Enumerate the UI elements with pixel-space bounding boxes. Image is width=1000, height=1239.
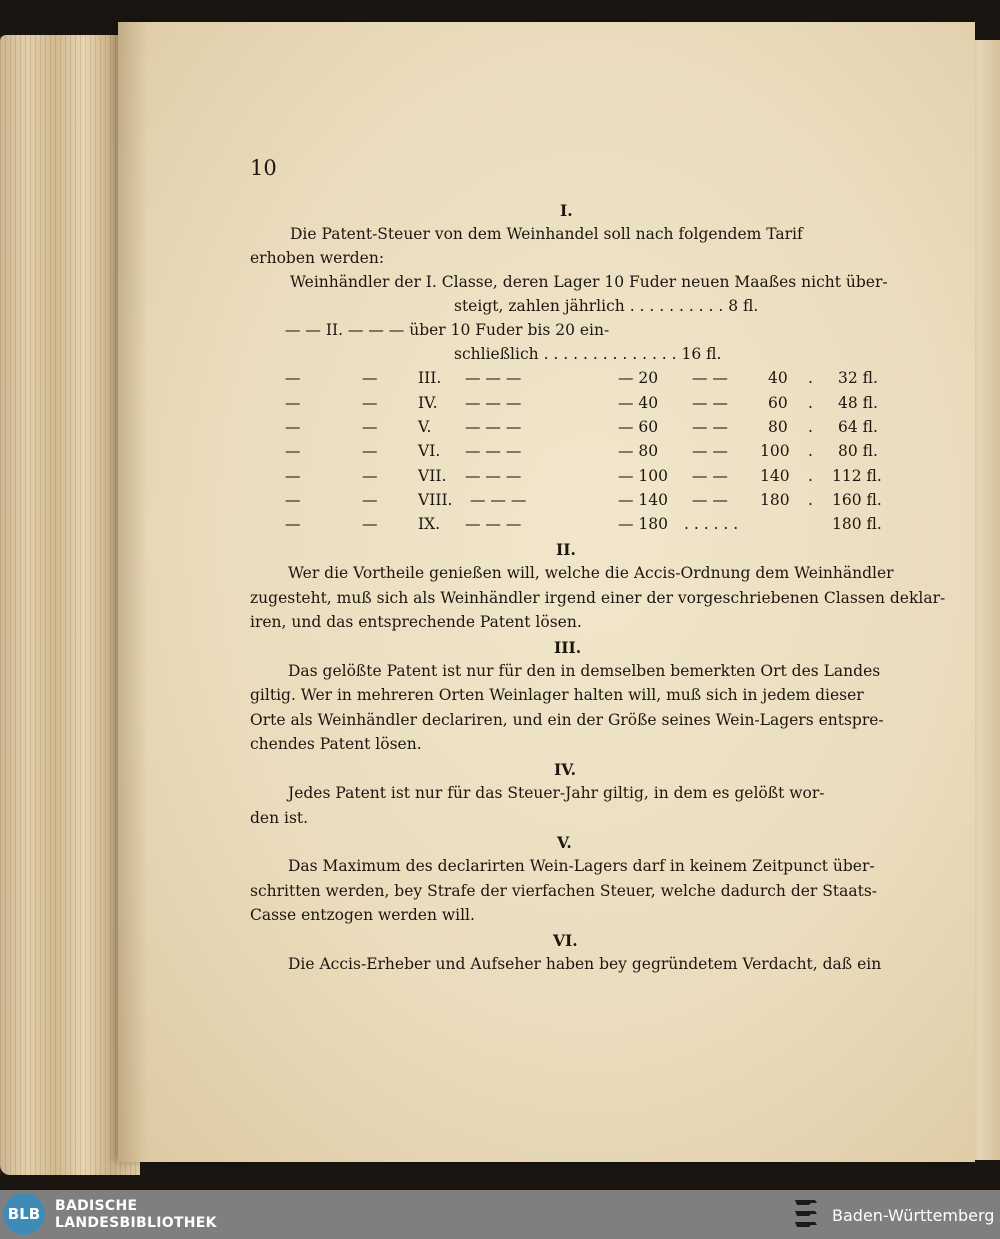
tariff-row: — — [285, 515, 301, 533]
tariff-cell: — — — [692, 442, 728, 460]
tariff-cell: 140 — [760, 467, 790, 485]
tariff-cell: — 20 — [618, 369, 659, 387]
tariff-cell: — — [362, 467, 378, 485]
tariff-cell: . — [808, 418, 813, 436]
tariff-cell: 60 — [768, 394, 788, 412]
tariff-cell: — — — [692, 491, 728, 509]
tariff-cell: — 40 — [618, 394, 659, 412]
tariff-cell: — — — — [465, 467, 522, 485]
tariff-cell: — — — — [465, 369, 522, 387]
tariff-cell: . — [808, 442, 813, 460]
paragraph-line: Das Maximum des declarirten Wein-Lagers darf in keinem Zeitpunct über- — [288, 857, 875, 875]
tariff-cell: — 140 — [618, 491, 669, 509]
tariff-head-line: steigt, zahlen jährlich . . . . . . . . . . 8 fl. — [454, 297, 759, 315]
section-heading-4: IV. — [554, 760, 576, 779]
tariff-cell: — — — — [470, 491, 527, 509]
paragraph-line: schritten werden, bey Strafe der vierfachen Steuer, welche dadurch der Staats- — [250, 882, 878, 900]
paragraph-line: erhoben werden: — [250, 249, 385, 267]
tariff-cell: — — [362, 418, 378, 436]
library-name-line1: BADISCHE — [55, 1198, 138, 1214]
tariff-fee: 112 fl. — [832, 467, 882, 485]
paragraph-line: Jedes Patent ist nur für das Steuer-Jahr giltig, in dem es gelößt wor- — [288, 784, 825, 802]
section-heading-6: VI. — [553, 931, 578, 950]
paragraph-line: iren, und das entsprechende Patent lösen. — [250, 613, 582, 631]
tariff-row: — — [285, 369, 301, 387]
tariff-fee: 180 fl. — [832, 515, 882, 533]
tariff-cell: — — [362, 369, 378, 387]
tariff-cell: — — — — [465, 394, 522, 412]
tariff-fee: 64 fl. — [838, 418, 878, 436]
tariff-cell: III. — [418, 369, 442, 387]
tariff-cell: VI. — [418, 442, 441, 460]
paragraph-line: Die Patent-Steuer von dem Weinhandel soll nach folgendem Tarif — [290, 225, 803, 243]
blb-logo[interactable]: BLB — [3, 1193, 45, 1235]
tariff-cell: — — — — [465, 515, 522, 533]
tariff-row: — — [285, 418, 301, 436]
tariff-class2-line: schließlich . . . . . . . . . . . . . . 16 fl. — [454, 345, 722, 363]
section-heading-1: I. — [560, 201, 573, 220]
tariff-cell: . — [808, 467, 813, 485]
section-heading-5: V. — [557, 833, 572, 852]
tariff-row: — — [285, 442, 301, 460]
paragraph-line: Das gelößte Patent ist nur für den in demselben bemerkten Ort des Landes — [288, 662, 881, 680]
tariff-class2-line: — — II. — — — über 10 Fuder bis 20 ein- — [285, 321, 610, 339]
tariff-cell: — — — — [465, 442, 522, 460]
paragraph-line: Wer die Vortheile genießen will, welche die Accis-Ordnung dem Weinhändler — [288, 564, 894, 582]
tariff-cell: — — — [692, 418, 728, 436]
tariff-cell: 40 — [768, 369, 788, 387]
tariff-cell: 80 — [768, 418, 788, 436]
tariff-fee: 80 fl. — [838, 442, 878, 460]
tariff-row: — — [285, 394, 301, 412]
library-name-line2: LANDESBIBLIOTHEK — [55, 1215, 217, 1231]
tariff-row: — — [285, 467, 301, 485]
paragraph-line: chendes Patent lösen. — [250, 735, 422, 753]
state-name[interactable]: Baden-Württemberg — [832, 1206, 995, 1225]
tariff-cell: IX. — [418, 515, 441, 533]
baden-wuerttemberg-lions-icon — [792, 1196, 820, 1232]
paragraph-line: zugesteht, muß sich als Weinhändler irgend einer der vorgeschriebenen Classen deklar- — [250, 589, 946, 607]
tariff-fee: 160 fl. — [832, 491, 882, 509]
tariff-cell: . — [808, 491, 813, 509]
tariff-cell: — 80 — [618, 442, 659, 460]
tariff-cell: — — [362, 491, 378, 509]
page-number: 10 — [250, 156, 277, 180]
tariff-cell: — — [362, 515, 378, 533]
tariff-cell: — 60 — [618, 418, 659, 436]
tariff-cell: — — — [692, 394, 728, 412]
tariff-row: — — [285, 491, 301, 509]
paragraph-line: Die Accis-Erheber und Aufseher haben bey gegründetem Verdacht, daß ein — [288, 955, 882, 973]
paragraph-line: giltig. Wer in mehreren Orten Weinlager halten will, muß sich in jedem dieser — [250, 686, 864, 704]
section-heading-2: II. — [556, 540, 576, 559]
tariff-cell: — — — — [465, 418, 522, 436]
tariff-cell: . . . . . . — [684, 515, 739, 533]
section-heading-3: III. — [554, 638, 582, 657]
tariff-cell: — 180 — [618, 515, 669, 533]
tariff-head-line: Weinhändler der I. Classe, deren Lager 10 Fuder neuen Maaßes nicht über- — [290, 273, 888, 291]
tariff-cell: 100 — [760, 442, 790, 460]
paragraph-line: den ist. — [250, 809, 309, 827]
tariff-cell: — — — [692, 467, 728, 485]
tariff-fee: 48 fl. — [838, 394, 878, 412]
tariff-cell: — — [362, 394, 378, 412]
tariff-cell: — — [362, 442, 378, 460]
tariff-fee: 32 fl. — [838, 369, 878, 387]
tariff-cell: VII. — [418, 467, 447, 485]
paragraph-line: Casse entzogen werden will. — [250, 906, 475, 924]
tariff-cell: — — — [692, 369, 728, 387]
tariff-cell: IV. — [418, 394, 438, 412]
tariff-cell: . — [808, 394, 813, 412]
tariff-cell: V. — [418, 418, 432, 436]
tariff-cell: VIII. — [418, 491, 453, 509]
paragraph-line: Orte als Weinhändler declariren, und ein der Größe seines Wein-Lagers entspre- — [250, 711, 884, 729]
tariff-cell: 180 — [760, 491, 790, 509]
tariff-cell: — 100 — [618, 467, 669, 485]
tariff-cell: . — [808, 369, 813, 387]
